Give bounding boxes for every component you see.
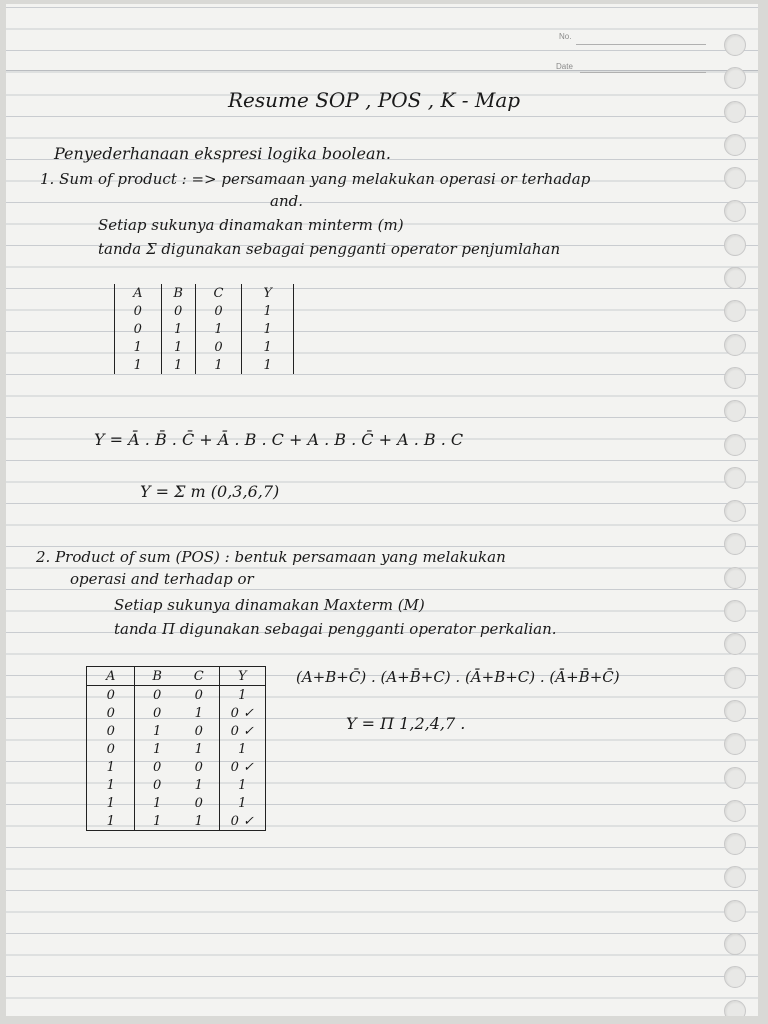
table-cell: 1 [179,776,219,794]
table-cell: 1 [238,777,247,793]
date-line [580,72,706,73]
binder-hole [724,500,746,522]
table-row [87,776,266,794]
binder-hole [724,966,746,988]
table-cell: 1 [87,776,135,794]
table-header-cell: B [161,284,195,302]
binder-hole [724,1000,746,1016]
table-cell: 1 [87,812,135,831]
table-cell: 1 [195,356,242,374]
table-cell: 0 [115,302,162,320]
sop-equation: Y = Ā . B̄ . C̄ + Ā . B . C + A . B . C̄ + A . B . C [94,430,464,449]
table-cell: 1 [242,302,294,320]
binder-hole [724,667,746,689]
sop-definition-line1: 1. Sum of product : => persamaan yang melakukan operasi or terhadap [40,170,591,188]
table-header-cell: Y [242,284,294,302]
table-cell: 1 [153,813,162,829]
binder-hole [724,567,746,589]
pos-definition-line2: operasi and terhadap or [70,570,254,588]
table-cell: 0 [161,302,195,320]
pos-maxterm-line: Setiap sukunya dinamakan Maxterm (M) [114,596,425,614]
binder-hole [724,467,746,489]
sop-sum-of-minterms: Y = Σ m (0,3,6,7) [140,482,280,501]
table-cell: 0 [87,722,135,740]
binder-hole [724,600,746,622]
table-cell: 0 ✓ [230,759,254,775]
table-header-cell: C [195,284,242,302]
pos-equation: (A+B+C̄) . (A+B̄+C) . (Ā+B+C) . (Ā+B̄+C̄) [296,668,620,686]
table-row [87,740,266,758]
table-cell: 1 [242,356,294,374]
binder-hole [724,300,746,322]
table-cell: 0 [179,794,219,812]
binder-hole [724,900,746,922]
table-cell: 1 [161,320,195,338]
table-cell: 0 ✓ [230,723,254,739]
binder-hole [724,700,746,722]
binder-hole [724,334,746,356]
binder-hole [724,800,746,822]
table-cell: 0 [153,777,162,793]
table-cell: 1 [238,795,247,811]
table-header-cell: C [179,667,219,686]
table-header-cell: A [87,667,135,686]
table-row [115,338,294,356]
table-cell: 0 [153,705,162,721]
binder-hole [724,733,746,755]
table-row [87,758,266,776]
table-cell: 0 [179,686,219,705]
table-cell: 1 [238,687,247,703]
table-cell: 1 [153,741,162,757]
table-row [87,794,266,812]
table-cell: 0 ✓ [230,705,254,721]
binder-hole [724,367,746,389]
table-header-cell: B [135,667,179,686]
binder-hole [724,866,746,888]
table-cell: 1 [161,356,195,374]
binder-hole [724,267,746,289]
table-cell: 1 [115,356,162,374]
binder-hole [724,234,746,256]
table-cell: 1 [179,740,219,758]
pos-pi-line: tanda Π digunakan sebagai pengganti operator perkalian. [114,620,557,638]
binder-hole [724,434,746,456]
pos-truth-table [86,666,266,831]
date-label: Date [556,62,573,71]
binder-hole [724,533,746,555]
table-cell: 1 [238,741,247,757]
sop-truth-table [114,284,294,374]
table-cell: 0 [195,302,242,320]
table-header-row [87,667,266,686]
table-cell: 0 [179,722,219,740]
table-cell: 1 [153,795,162,811]
table-row [87,722,266,740]
table-row [87,812,266,831]
sop-sigma-line: tanda Σ digunakan sebagai pengganti operator penjumlahan [98,240,561,258]
page-title: Resume SOP , POS , K - Map [228,88,521,112]
table-cell: 1 [87,758,135,776]
binder-hole [724,767,746,789]
table-cell: 0 [179,758,219,776]
sop-definition-line2: and. [270,192,303,210]
binder-hole [724,200,746,222]
table-row [115,302,294,320]
binder-hole [724,34,746,56]
binder-holes [724,34,750,1016]
table-cell: 0 ✓ [230,813,254,829]
pos-product-of-maxterms: Y = Π 1,2,4,7 . [346,714,466,733]
table-cell: 0 [87,704,135,722]
table-cell: 1 [242,320,294,338]
table-cell: 1 [115,338,162,356]
table-cell: 0 [153,759,162,775]
binder-hole [724,134,746,156]
binder-hole [724,400,746,422]
binder-hole [724,933,746,955]
table-header-cell: A [115,284,162,302]
section-heading: Penyederhanaan ekspresi logika boolean. [54,144,391,163]
binder-hole [724,67,746,89]
table-cell: 0 [87,686,135,705]
sop-minterm-line: Setiap sukunya dinamakan minterm (m) [98,216,404,234]
binder-hole [724,833,746,855]
no-label: No. [559,32,572,41]
table-header-cell: Y [219,667,266,686]
table-cell: 0 [195,338,242,356]
table-cell: 0 [87,740,135,758]
table-cell: 1 [179,704,219,722]
table-cell: 0 [115,320,162,338]
table-row [87,704,266,722]
binder-hole [724,167,746,189]
header-rule [6,70,758,71]
table-header-row [115,284,294,302]
table-cell: 1 [153,723,162,739]
table-cell: 1 [179,812,219,831]
table-cell: 0 [153,687,162,703]
table-cell: 1 [161,338,195,356]
table-row [87,686,266,705]
no-line [576,44,706,45]
pos-definition-line1: 2. Product of sum (POS) : bentuk persamaan yang melakukan [36,548,506,566]
binder-hole [724,633,746,655]
notebook-page [6,4,758,1016]
binder-hole [724,101,746,123]
table-cell: 1 [242,338,294,356]
table-cell: 1 [87,794,135,812]
table-cell: 1 [195,320,242,338]
table-row [115,320,294,338]
table-row [115,356,294,374]
